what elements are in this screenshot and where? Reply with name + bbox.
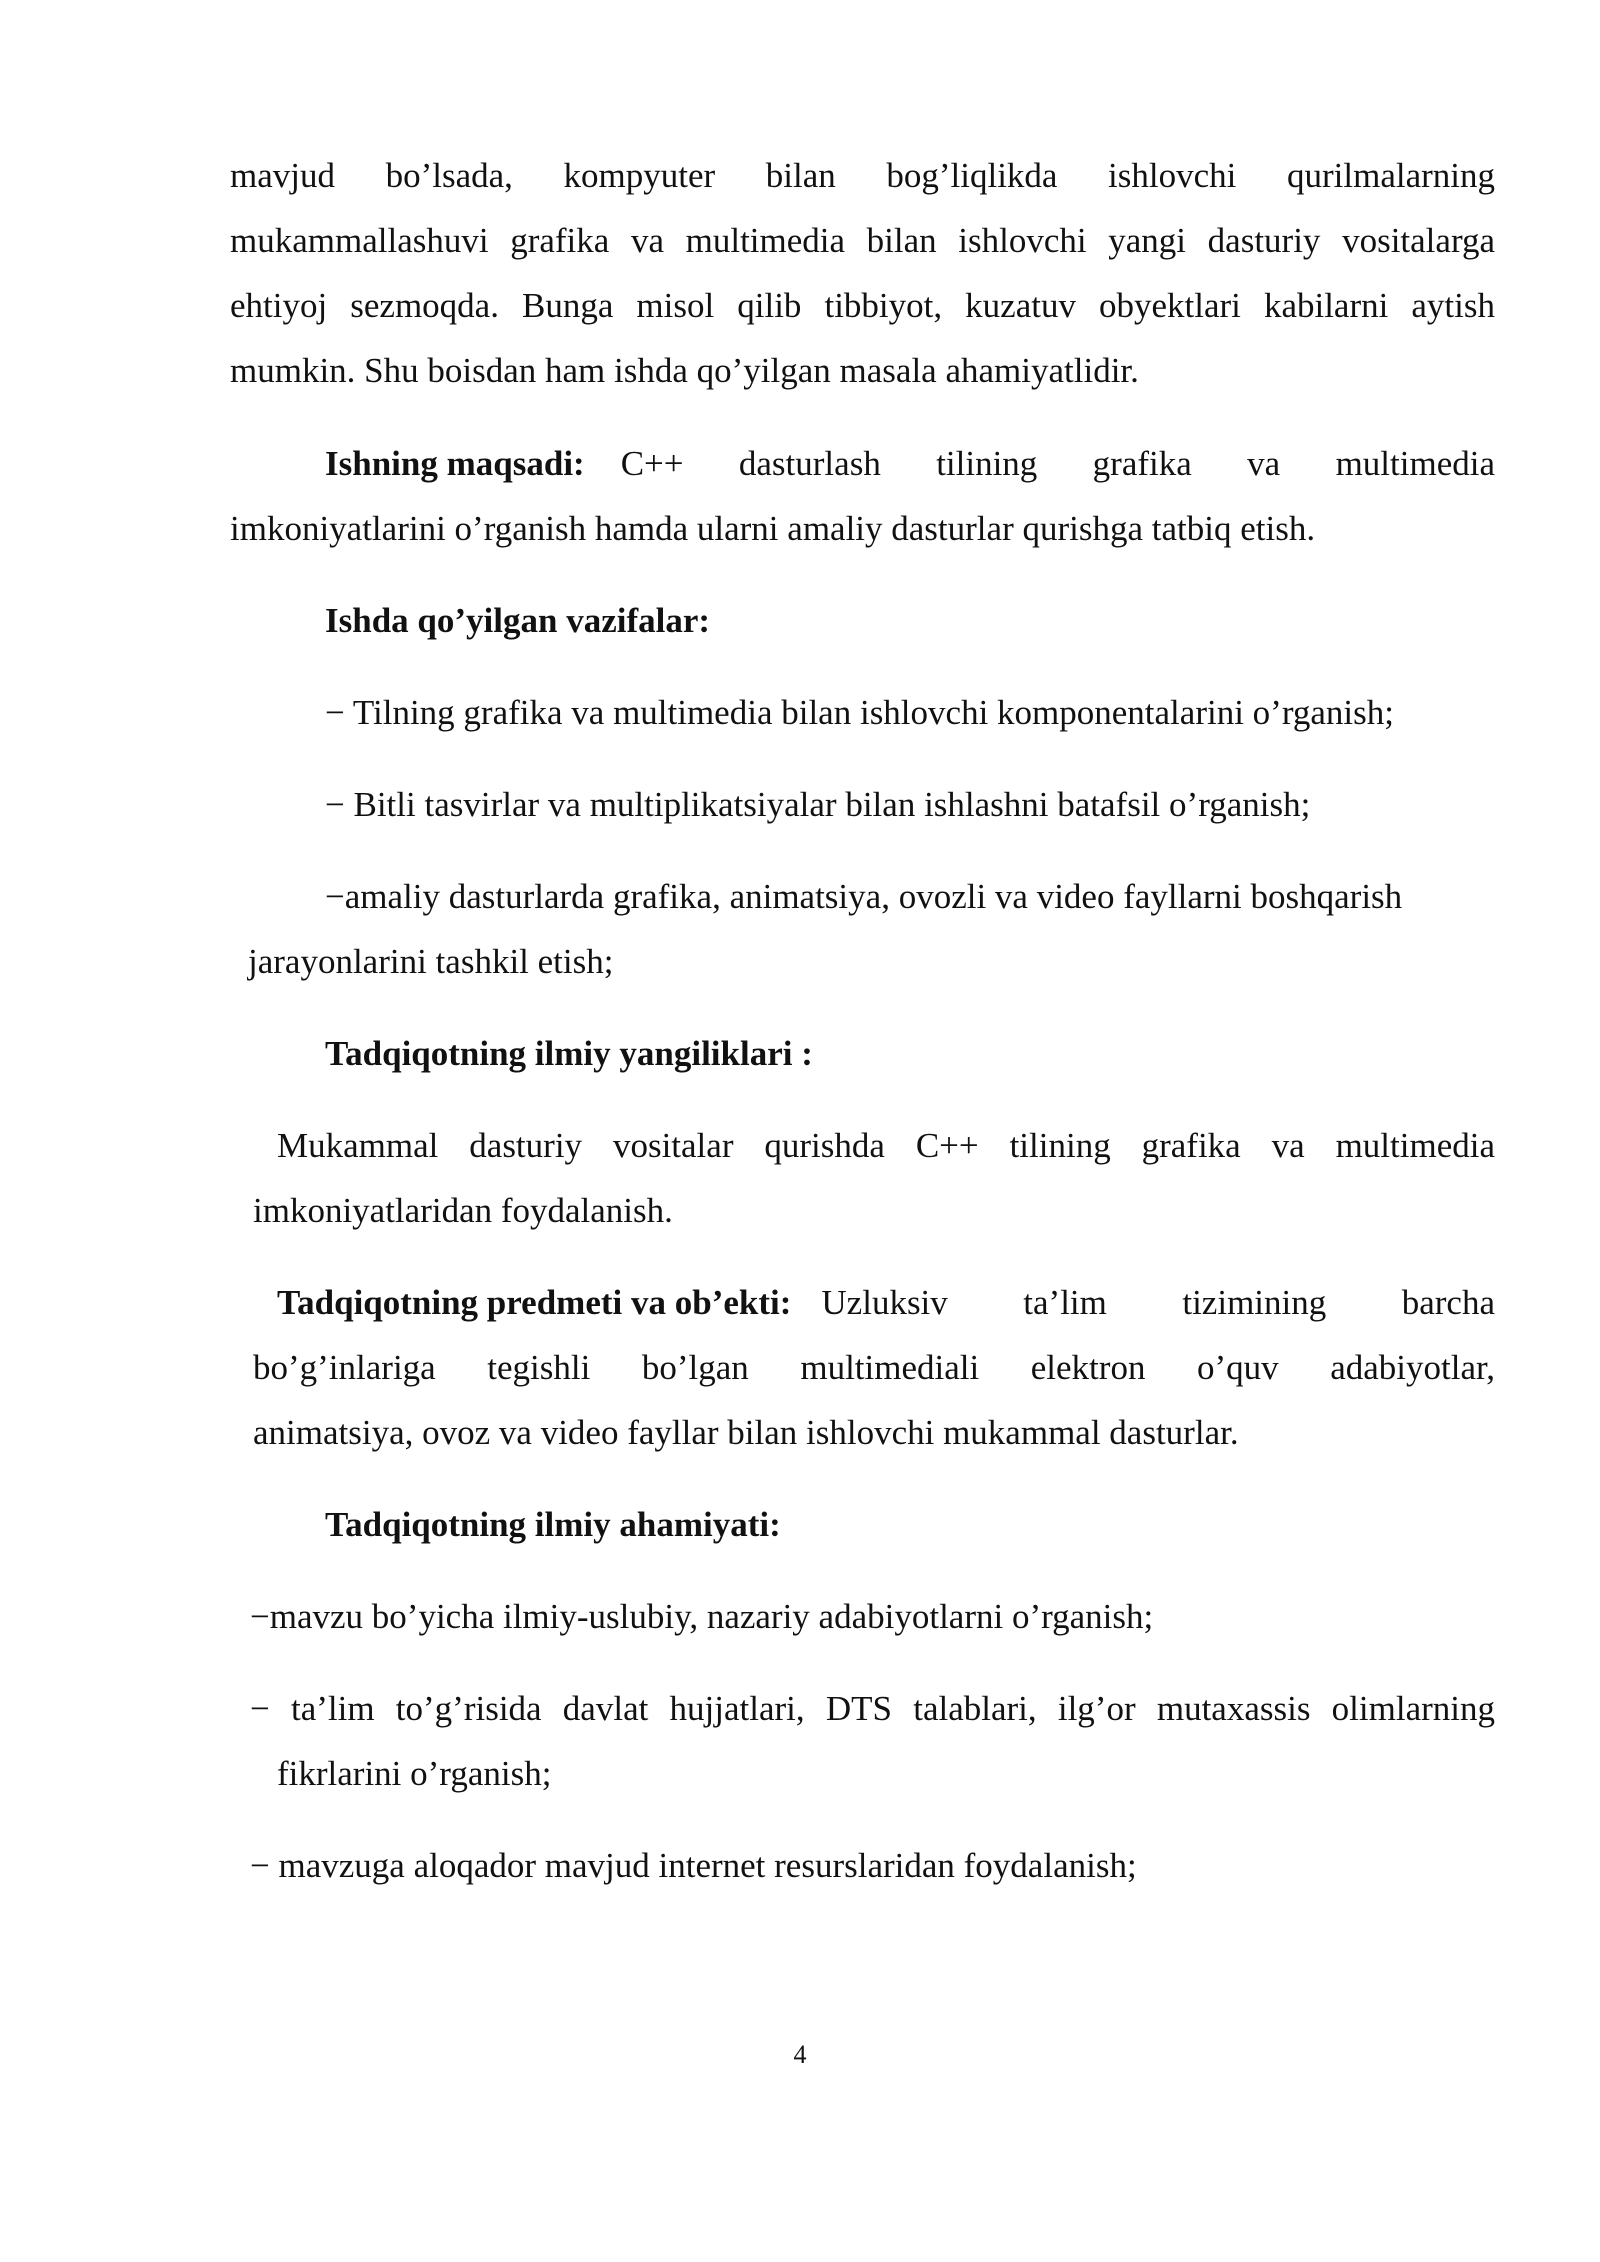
intro-line-2 <box>230 208 1495 273</box>
tasks-heading: Ishda qo’yilgan vazifalar: <box>325 601 711 640</box>
intro-text-1: mavjud bo’lsada, kompyuter bilan bog’liqlikda ishlovchi qurilmalarning <box>230 156 1495 195</box>
significance-item-2-line-2: fikrlarini o’rganish; <box>277 1754 552 1793</box>
goal-text-2: imkoniyatlarini o’rganish hamda ularni amaliy dasturlar qurishga tatbiq etish. <box>230 509 1316 548</box>
subject-label: Tadqiqotning predmeti va ob’ekti: <box>277 1283 792 1322</box>
goal-line-2 <box>230 496 1495 561</box>
intro-line-3 <box>230 273 1495 338</box>
goal-label: Ishning maqsadi: <box>325 444 585 483</box>
subject-text-1: Uzluksiv ta’lim tizimining barcha <box>821 1283 1495 1322</box>
novelty-heading: Tadqiqotning ilmiy yangiliklari : <box>325 1034 813 1073</box>
intro-line-1 <box>230 143 1495 208</box>
task-item-2: − Bitli tasvirlar va multiplikatsiyalar bilan ishlashni batafsil o’rganish; <box>325 785 1311 824</box>
task-item-3-line-1: −amaliy dasturlarda grafika, animatsiya, ovozli va video fayllarni boshqarish <box>325 877 1403 916</box>
goal-text-1: C++ dasturlash tilining grafika va multimedia <box>620 444 1495 483</box>
intro-line-4 <box>230 338 1495 403</box>
significance-item-2-line-1: − ta’lim to’g’risida davlat hujjatlari, DTS talablari, ilg’or mutaxassis olimlarning <box>250 1689 1495 1728</box>
subject-line-2: bo’g’inlariga tegishli bo’lgan multimediali elektron o’quv adabiyotlar, <box>253 1348 1495 1387</box>
subject-line-3: animatsiya, ovoz va video fayllar bilan ishlovchi mukammal dasturlar. <box>253 1413 1239 1452</box>
novelty-line-1: Mukammal dasturiy vositalar qurishda C++ tilining grafika va multimedia <box>277 1126 1495 1165</box>
significance-item-1: −mavzu bo’yicha ilmiy-uslubiy, nazariy adabiyotlarni o’rganish; <box>250 1597 1154 1636</box>
task-item-1: − Tilning grafika va multimedia bilan ishlovchi komponentalarini o’rganish; <box>325 693 1394 732</box>
page-number: 4 <box>793 2040 807 2069</box>
goal-line-1 <box>325 431 1495 496</box>
significance-item-3: − mavzuga aloqador mavjud internet resurslaridan foydalanish; <box>250 1846 1137 1885</box>
novelty-line-2: imkoniyatlaridan foydalanish. <box>253 1191 673 1230</box>
task-item-3-line-2: jarayonlarini tashkil etish; <box>248 942 614 981</box>
intro-text-2: mukammallashuvi grafika va multimedia bilan ishlovchi yangi dasturiy vositalarga <box>230 221 1495 260</box>
significance-heading: Tadqiqotning ilmiy ahamiyati: <box>325 1505 781 1544</box>
intro-text-4: mumkin. Shu boisdan ham ishda qo’yilgan masala ahamiyatlidir. <box>230 351 1139 390</box>
subject-line-1 <box>277 1270 1495 1335</box>
intro-text-3: ehtiyoj sezmoqda. Bunga misol qilib tibbiyot, kuzatuv obyektlari kabilarni aytish <box>230 286 1495 325</box>
